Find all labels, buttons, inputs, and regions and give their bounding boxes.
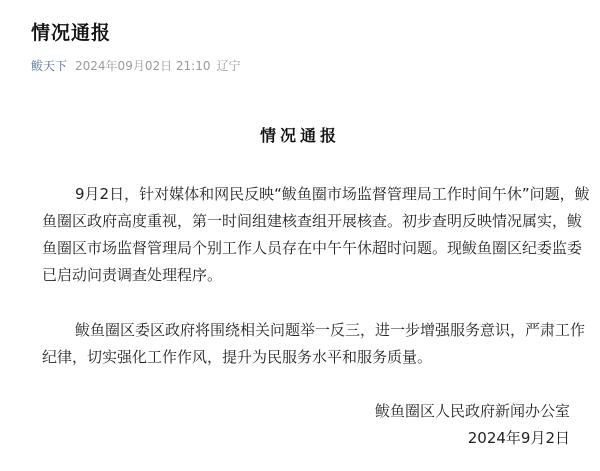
paragraph-line: 鱼圈区市场监督管理局个别工作人员存在中午午休超时问题。现鲅鱼圈区纪委监委 (42, 239, 583, 257)
article-meta (31, 57, 241, 74)
article-title: 情况通报 (31, 22, 112, 44)
publish-datetime: 2024年09月02日 21:10 (75, 59, 211, 73)
paragraph-line: 纪律，切实强化工作作风，提升为民服务水平和服务质量。 (42, 348, 433, 366)
paragraph-line: 已启动问责调查处理程序。 (42, 266, 223, 284)
paragraph-line: 鲅鱼圈区委区政府将围绕相关问题举一反三，进一步增强服务意识，严肃工作 (75, 321, 586, 339)
signature-date: 2024年9月2日 (467, 429, 570, 447)
signature-office: 鲅鱼圈区人民政府新闻办公室 (374, 402, 570, 420)
account-name-link[interactable]: 鲅天下 (31, 59, 68, 73)
publish-location: 辽宁 (216, 59, 241, 73)
paragraph-line: 鱼圈区政府高度重视，第一时间组建核查组开展核查。初步查明反映情况属实，鲅 (42, 212, 583, 230)
paragraph-line: 9月2日，针对媒体和网民反映“鲅鱼圈市场监督管理局工作时间午休”问题，鲅 (75, 185, 590, 203)
notice-heading: 情况通报 (259, 126, 340, 145)
